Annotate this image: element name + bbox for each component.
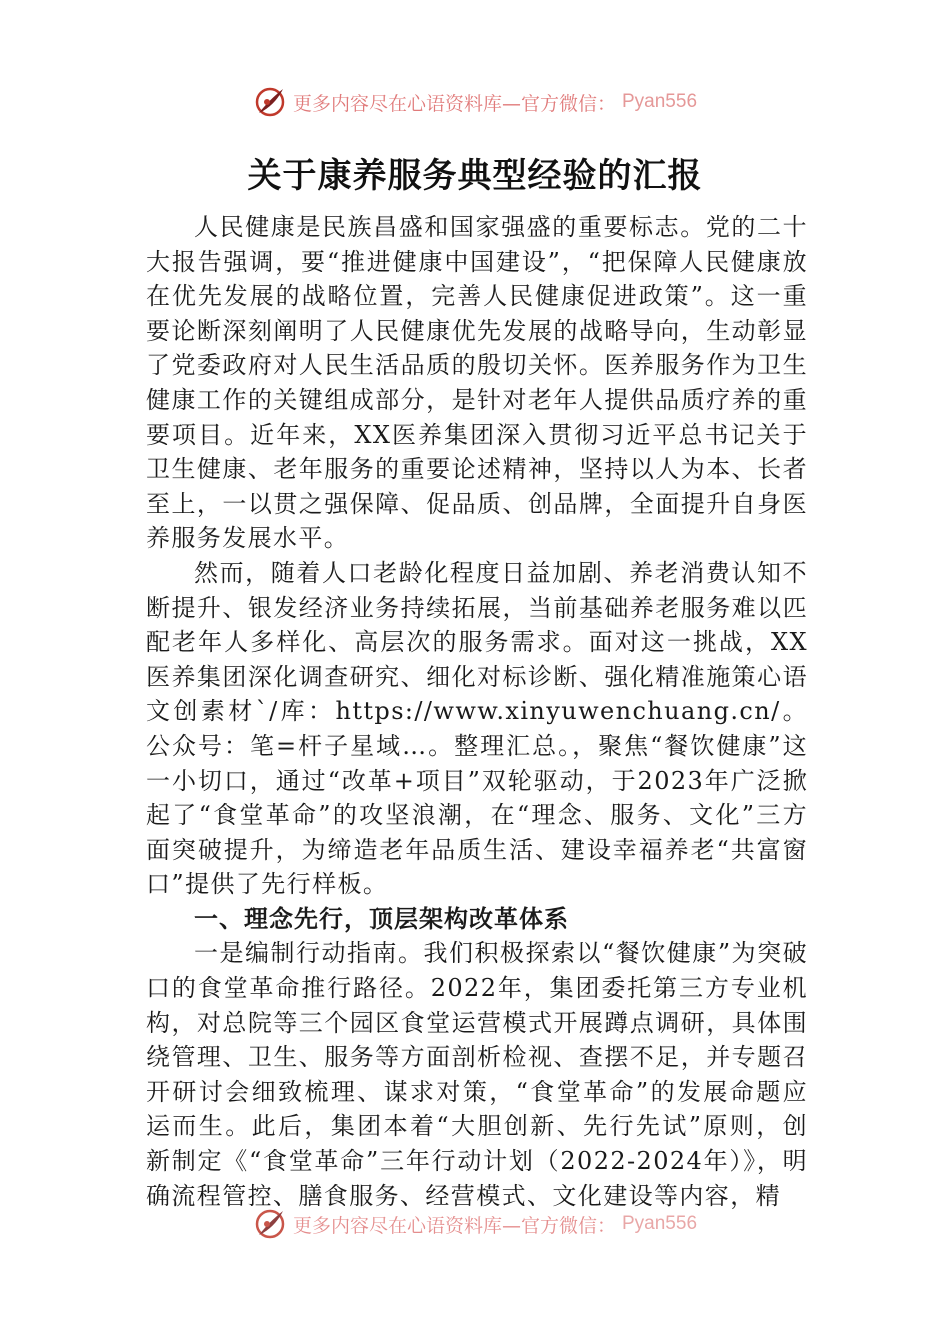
paragraph-challenge: 然而，随着人口老龄化程度日益加剧、养老消费认知不断提升、银发经济业务持续拓展，当前基础养老服务难以匹配老年人多样化、高层次的服务需求。面对这一挑战，XX医养集团深化调查研究、细化对标诊断、强化精准施策心语文创素材`/库：https://www.xinyuwenchuang.cn/。公众号：笔=杆子星域…。整理汇总。，聚焦“餐饮健康”这一小切口，通过“改革+项目”双轮驱动，于2023年广泛掀起了“食堂革命”的攻坚浪潮，在“理念、服务、文化”三方面突破提升，为缔造老年品质生活、建设幸福养老“共富窗口”提供了先行样板。 <box>146 558 808 899</box>
document-title: 关于康养服务典型经验的汇报 <box>247 156 703 196</box>
section-heading: 一、理念先行，顶层架构改革体系 <box>194 904 569 933</box>
header-banner <box>0 84 950 120</box>
document-body <box>146 210 808 1213</box>
footer-banner-text: 更多内容尽在心语资料库—官方微信： <box>292 1214 616 1237</box>
header-banner-handle: Pyan556 <box>622 91 698 112</box>
footer-banner-handle: Pyan556 <box>622 1213 698 1234</box>
section-paragraph: 一是编制行动指南。我们积极探索以“餐饮健康”为突破口的食堂革命推行路径。2022年，集团委托第三方专业机构，对总院等三个园区食堂运营模式开展蹲点调研，具体围绕管理、卫生、服务等方面剖析检视、查摆不足，并专题召开研讨会细致梳理、谋求对策，“食堂革命”的发展命题应运而生。此后，集团本着“大胆创新、先行先试”原则，创新制定《“食堂革命”三年行动计划（2022-2024年）》，明确流程管控、膳食服务、经营模式、文化建设等内容，精 <box>146 939 808 1210</box>
footer-banner <box>0 1206 950 1242</box>
paragraph-intro: 人民健康是民族昌盛和国家强盛的重要标志。党的二十大报告强调，要“推进健康中国建设”，“把保障人民健康放在优先发展的战略位置，完善人民健康促进政策”。这一重要论断深刻阐明了人民健康优先发展的战略导向，生动彰显了党委政府对人民生活品质的殷切关怀。医养服务作为卫生健康工作的关键组成部分，是针对老年人提供品质疗养的重要项目。近年来，XX医养集团深入贯彻习近平总书记关于卫生健康、老年服务的重要论述精神，坚持以人为本、长者至上，一以贯之强保障、促品质、创品牌，全面提升自身医养服务发展水平。 <box>146 213 808 553</box>
header-banner-text: 更多内容尽在心语资料库—官方微信： <box>292 92 616 115</box>
quill-pen-logo-icon <box>253 1207 287 1241</box>
quill-pen-logo-icon <box>253 85 287 119</box>
